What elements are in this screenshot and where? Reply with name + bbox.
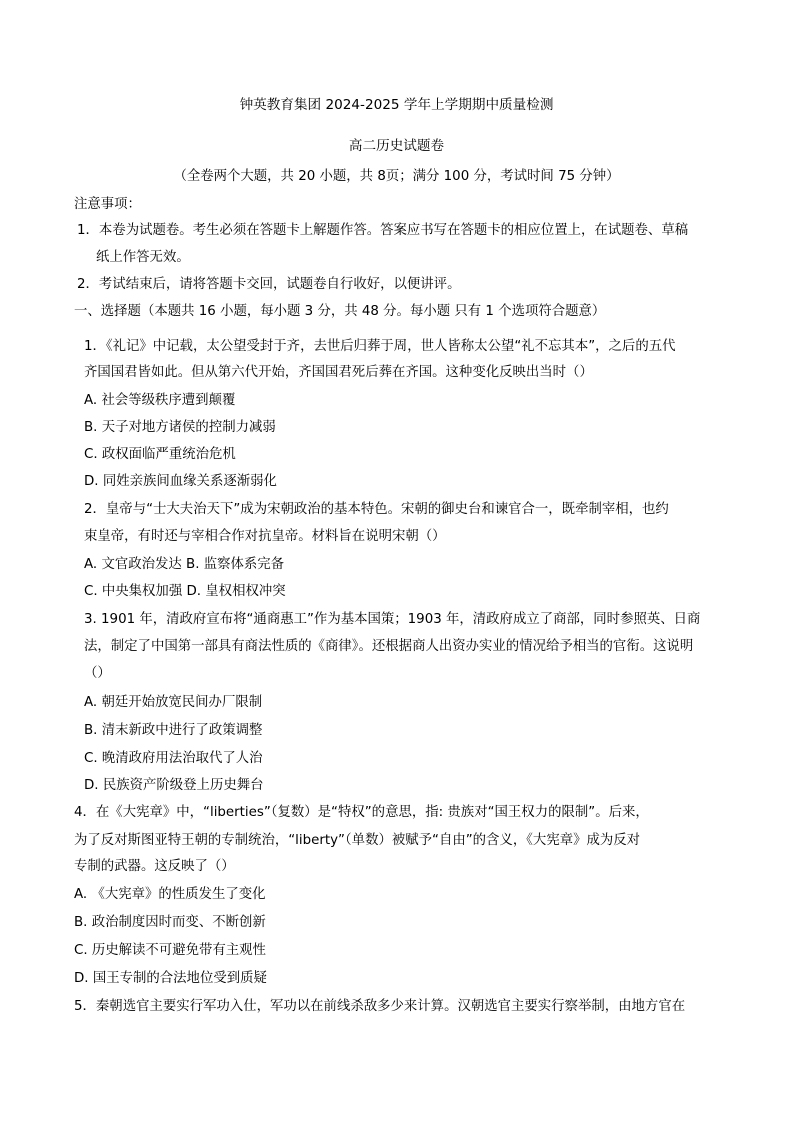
notice-heading: 注意事项：: [74, 197, 141, 212]
notice-item-1-cont: 纸上作答无效。: [96, 250, 190, 265]
question-1-option-a: A. 社会等级秩序遭到颠覆: [84, 393, 236, 408]
question-4-stem-cont: 为了反对斯图亚特王朝的专制统治，“liberty”（单数）被赋予“自由”的含义，《大宪章》成为反对: [74, 833, 641, 848]
question-3-stem: 3. 1901 年，清政府宣布将“通商惠工”作为基本国策；1903 年，清政府成立了商部，同时参照英、日商: [84, 612, 701, 627]
question-2-options-cd: C. 中央集权加强 D. 皇权相权冲突: [84, 584, 286, 599]
question-3-stem-end: （）: [84, 666, 111, 681]
question-4-stem: 4．在《大宪章》中，“liberties”（复数）是“特权”的意思，指: 贵族对“国王权力的限制”。后来，: [74, 805, 649, 820]
question-2-options-ab: A. 文官政治发达 B. 监察体系完备: [84, 557, 285, 572]
question-4-option-b: B. 政治制度因时而变、不断创新: [74, 915, 266, 930]
question-3-option-b: B. 清末新政中进行了政策调整: [84, 723, 263, 738]
notice-item-2: 2．考试结束后，请将答题卡交回，试题卷自行收好，以便讲评。: [77, 277, 461, 292]
exam-subtitle: 高二历史试题卷: [348, 138, 445, 154]
question-5-stem: 5．秦朝选官主要实行军功入仕，军功以在前线杀敌多少来计算。汉朝选官主要实行察举制，由地方官在: [74, 999, 686, 1014]
question-3-option-d: D. 民族资产阶级登上历史舞台: [84, 778, 264, 793]
question-1-option-d: D. 同姓亲族间血缘关系逐渐弱化: [84, 474, 277, 489]
question-4-option-d: D. 国王专制的合法地位受到质疑: [74, 971, 267, 986]
question-1-stem: 1．《礼记》中记载，太公望受封于齐，去世后归葬于周，世人皆称太公望“礼不忘其本”，之后的五代: [84, 339, 676, 354]
question-1-stem-cont: 齐国国君皆如此。但从第六代开始，齐国国君死后葬在齐国。这种变化反映出当时（）: [84, 365, 593, 380]
notice-item-1: 1．本卷为试题卷。考生必须在答题卡上解题作答。答案应书写在答题卡的相应位置上，在试题卷、草稿: [77, 223, 689, 238]
exam-info: （全卷两个大题，共 20 小题，共 8页；满分 100 分，考试时间 75 分钟）: [173, 169, 620, 184]
question-3-option-a: A. 朝廷开始放宽民间办厂限制: [84, 695, 263, 710]
question-4-option-c: C. 历史解读不可避免带有主观性: [74, 943, 266, 958]
question-1-option-c: C. 政权面临严重统治危机: [84, 447, 236, 462]
question-3-stem-cont: 法，制定了中国第一部具有商法性质的《商律》。还根据商人出资办实业的情况给予相当的官衔。这说明: [84, 639, 694, 654]
question-3-option-c: C. 晚清政府用法治取代了人治: [84, 751, 263, 766]
section-1-heading: 一、选择题（本题共 16 小题，每小题 3 分，共 48 分。每小题 只有 1 个选项符合题意）: [74, 304, 606, 319]
question-4-stem-end: 专制的武器。这反映了（）: [74, 859, 235, 874]
question-2-stem-cont: 束皇帝，有时还与宰相合作对抗皇帝。材料旨在说明宋朝（）: [84, 529, 446, 544]
question-1-option-b: B. 天子对地方诸侯的控制力减弱: [84, 420, 276, 435]
question-4-option-a: A. 《大宪章》的性质发生了变化: [74, 887, 266, 902]
exam-title: 钟英教育集团 2024-2025 学年上学期期中质量检测: [239, 97, 554, 113]
question-2-stem: 2．皇帝与“士大夫治天下”成为宋朝政治的基本特色。宋朝的御史台和谏官合一，既牵制宰相，也约: [84, 502, 669, 517]
